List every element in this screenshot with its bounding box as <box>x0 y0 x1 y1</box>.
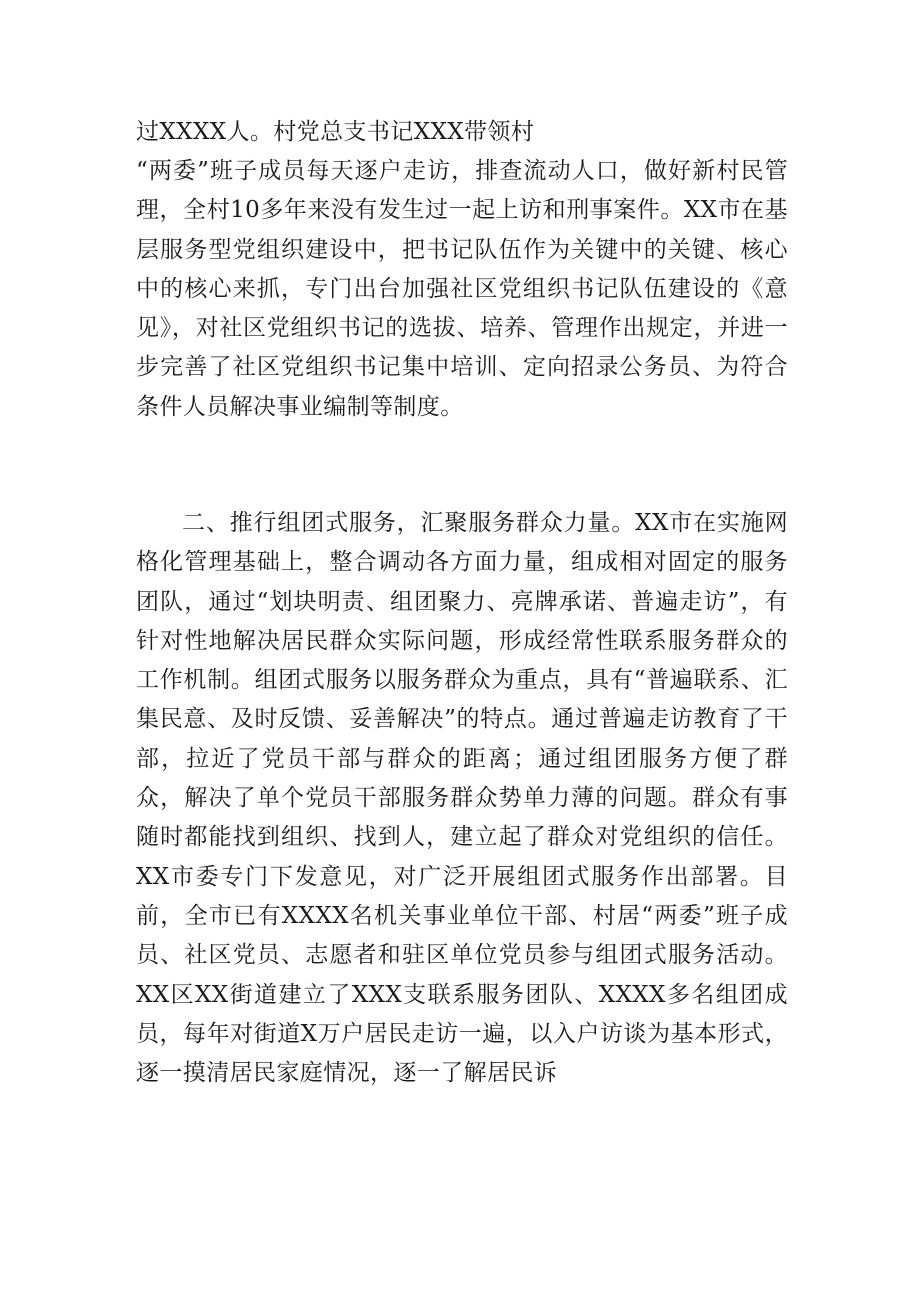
paragraph-3: 二、推行组团式服务，汇聚服务群众力量。XX市在实施网格化管理基础上，整合调动各方面力量，组成相对固定的服务团队，通过“划块明责、组团聚力、亮牌承诺、普遍走访”，有针对性地解决居民群众实际问题，形成经常性联系服务群众的工作机制。组团式服务以服务群众为重点，具有“普遍联系、汇集民意、及时反馈、妥善解决”的特点。通过普遍走访教育了干部，拉近了党员干部与群众的距离；通过组团服务方便了群众，解决了单个党员干部服务群众势单力薄的问题。群众有事随时都能找到组织、找到人，建立起了群众对党组织的信任。XX市委专门下发意见，对广泛开展组团式服务作出部署。目前，全市已有XXXX名机关事业单位干部、村居“两委”班子成员、社区党员、志愿者和驻区单位党员参与组团式服务活动。XX区XX街道建立了XXX支联系服务团队、XXXX多名组团成员，每年对街道X万户居民走访一遍，以入户访谈为基本形式，逐一摸清居民家庭情况，逐一了解居民诉 <box>136 510 788 1087</box>
paragraph-2: “两委”班子成员每天逐户走访，排查流动人口，做好新村民管理，全村10多年来没有发生过一起上访和刑事案件。XX市在基层服务型党组织建设中，把书记队伍作为关键中的关键、核心中的核心来抓，专门出台加强社区党组织书记队伍建设的《意见》，对社区党组织书记的选拔、培养、管理作出规定，并进一步完善了社区党组织书记集中培训、定向招录公务员、为符合条件人员解决事业编制等制度。 <box>136 158 788 420</box>
paragraph-1: 过XXXX人。村党总支书记XXX带领村 <box>136 119 535 145</box>
